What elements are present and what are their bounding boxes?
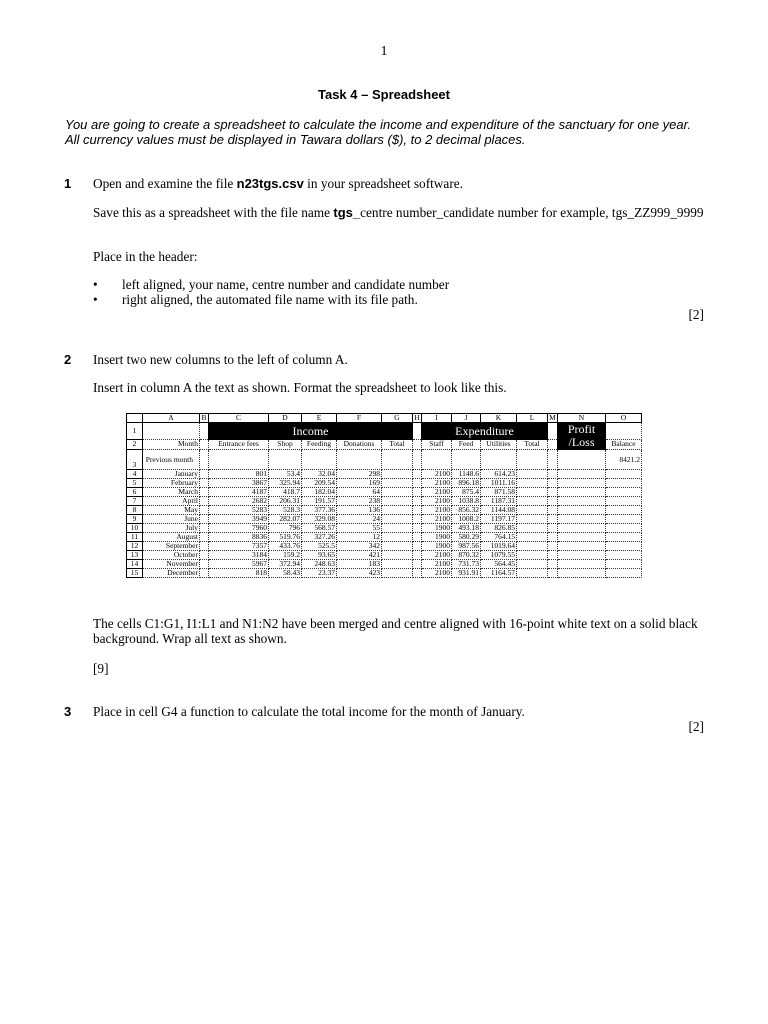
table-cell: 298 (337, 470, 382, 479)
col-letter: K (481, 414, 517, 423)
table-cell: February (143, 479, 200, 488)
table-cell: 519.76 (269, 533, 302, 542)
table-cell: January (143, 470, 200, 479)
table-cell: 2100 (422, 551, 452, 560)
table-cell: 182.04 (302, 488, 337, 497)
table-cell (413, 470, 422, 479)
table-cell (606, 524, 642, 533)
row-number: 9 (127, 515, 143, 524)
table-cell: 8836 (209, 533, 269, 542)
table-cell: 796 (269, 524, 302, 533)
table-cell: 423 (337, 569, 382, 578)
table-row (127, 542, 642, 551)
table-cell: 3867 (209, 479, 269, 488)
table-cell: 1144.08 (481, 506, 517, 515)
table-cell (548, 506, 558, 515)
table-cell (606, 506, 642, 515)
table-cell: December (143, 569, 200, 578)
prev-month-label: Previous month (143, 450, 200, 470)
table-cell (200, 551, 209, 560)
table-cell: 1164.57 (481, 569, 517, 578)
table-cell (200, 497, 209, 506)
table-cell: September (143, 542, 200, 551)
col-letter: C (209, 414, 269, 423)
row-number: 8 (127, 506, 143, 515)
row-number: 14 (127, 560, 143, 569)
task-title: Task 4 – Spreadsheet (318, 87, 450, 102)
q3-marks: [2] (688, 719, 704, 734)
col-letter: M (549, 413, 556, 422)
table-cell: 1008.2 (452, 515, 481, 524)
table-cell: 23.37 (302, 569, 337, 578)
table-cell: 568.57 (302, 524, 337, 533)
table-cell (517, 551, 548, 560)
table-cell: 325.94 (269, 479, 302, 488)
table-cell: July (143, 524, 200, 533)
table-cell (606, 533, 642, 542)
table-row (127, 560, 642, 569)
shop-header: Shop (269, 439, 302, 449)
q1-number: 1 (64, 176, 72, 191)
table-cell (382, 533, 413, 542)
table-cell: March (143, 488, 200, 497)
table-cell (517, 506, 548, 515)
table-cell: 1148.6 (452, 470, 481, 479)
table-cell: 2100 (422, 479, 452, 488)
feed-header: Feed (452, 439, 481, 449)
table-cell (558, 533, 606, 542)
table-cell: 377.36 (302, 506, 337, 515)
table-row (127, 506, 642, 515)
table-cell (548, 569, 558, 578)
table-cell: 169 (337, 479, 382, 488)
table-cell: 2100 (422, 506, 452, 515)
table-cell: 525.5 (302, 542, 337, 551)
table-cell (200, 524, 209, 533)
row-number: 1 (127, 423, 143, 440)
table-cell: November (143, 560, 200, 569)
table-cell (606, 542, 642, 551)
table-cell (517, 560, 548, 569)
table-cell (517, 497, 548, 506)
table-cell: 1197.17 (481, 515, 517, 524)
table-cell (382, 542, 413, 551)
table-cell (517, 569, 548, 578)
row-number: 4 (127, 470, 143, 479)
table-cell (548, 533, 558, 542)
table-cell (558, 524, 606, 533)
table-cell: 580.29 (452, 533, 481, 542)
q1-bullets (93, 277, 653, 307)
table-cell: 1038.8 (452, 497, 481, 506)
table-cell (558, 560, 606, 569)
table-row (127, 524, 642, 533)
table-cell (517, 488, 548, 497)
table-cell (606, 470, 642, 479)
table-row (127, 569, 642, 578)
table-cell: 1900 (422, 533, 452, 542)
prev-balance: 8421.2 (606, 450, 642, 470)
table-cell: 870.32 (452, 551, 481, 560)
table-cell (413, 497, 422, 506)
table-cell: 418.7 (269, 488, 302, 497)
table-cell: 493.18 (452, 524, 481, 533)
q3-text: Place in cell G4 a function to calculate the total income for the month of January. (93, 704, 525, 719)
table-cell: 3949 (209, 515, 269, 524)
table-cell: 564.45 (481, 560, 517, 569)
table-cell: 731.73 (452, 560, 481, 569)
total2-header: Total (517, 439, 548, 449)
table-cell (413, 506, 422, 515)
table-cell (382, 524, 413, 533)
table-cell: 421 (337, 551, 382, 560)
corner-cell (127, 414, 143, 423)
table-cell: 64 (337, 488, 382, 497)
table-cell: 856.32 (452, 506, 481, 515)
table-cell (382, 551, 413, 560)
table-cell: 2100 (422, 515, 452, 524)
col-letter: D (269, 414, 302, 423)
table-cell (548, 524, 558, 533)
table-cell (413, 515, 422, 524)
col-letter: H (414, 413, 420, 422)
profit-loss-header: Profit /Loss (558, 423, 606, 450)
table-cell: 5967 (209, 560, 269, 569)
col-letter: O (606, 414, 642, 423)
table-cell (548, 560, 558, 569)
col-letter: F (337, 414, 382, 423)
table-cell (413, 542, 422, 551)
table-cell: 248.63 (302, 560, 337, 569)
table-cell (548, 542, 558, 551)
col-letter: I (422, 414, 452, 423)
page-number: 1 (380, 44, 388, 59)
table-cell (517, 542, 548, 551)
q1-header-intro: Place in the header: (93, 249, 198, 264)
col-letter: E (302, 414, 337, 423)
table-cell: 1011.16 (481, 479, 517, 488)
table-cell (200, 533, 209, 542)
table-cell: 342 (337, 542, 382, 551)
total-header: Total (382, 439, 413, 449)
table-cell: 7960 (209, 524, 269, 533)
table-cell: 4187 (209, 488, 269, 497)
q2-line1: Insert two new columns to the left of column A. (93, 352, 348, 367)
table-cell: October (143, 551, 200, 560)
balance-header: Balance (606, 439, 642, 449)
table-row (127, 479, 642, 488)
table-cell: 53.4 (269, 470, 302, 479)
row-number: 6 (127, 488, 143, 497)
table-cell (413, 551, 422, 560)
table-cell (382, 488, 413, 497)
table-cell (517, 479, 548, 488)
table-cell: 1019.64 (481, 542, 517, 551)
col-letter: L (517, 414, 548, 423)
table-cell: 2100 (422, 497, 452, 506)
table-row (127, 488, 642, 497)
table-cell (200, 515, 209, 524)
table-cell (606, 479, 642, 488)
table-cell: June (143, 515, 200, 524)
table-cell: 282.07 (269, 515, 302, 524)
table-cell: 2100 (422, 470, 452, 479)
table-cell: 801 (209, 470, 269, 479)
table-cell (413, 569, 422, 578)
table-cell (200, 488, 209, 497)
table-cell: 238 (337, 497, 382, 506)
table-cell (413, 533, 422, 542)
list-item: • left aligned, your name, centre number and candidate number (93, 277, 450, 292)
table-cell (413, 560, 422, 569)
table-row (127, 515, 642, 524)
row-number: 13 (127, 551, 143, 560)
table-cell (517, 515, 548, 524)
income-header: Income (209, 423, 413, 440)
table-cell (548, 488, 558, 497)
row-number: 12 (127, 542, 143, 551)
table-cell: 372.94 (269, 560, 302, 569)
row-number: 7 (127, 497, 143, 506)
col-letter: J (452, 414, 481, 423)
table-cell (548, 497, 558, 506)
entrance-header: Entrance fees (209, 439, 269, 449)
table-cell (382, 470, 413, 479)
table-cell (382, 515, 413, 524)
table-cell: 136 (337, 506, 382, 515)
table-cell (382, 497, 413, 506)
table-cell (548, 470, 558, 479)
table-cell (413, 524, 422, 533)
table-cell: 1900 (422, 542, 452, 551)
table-cell (382, 506, 413, 515)
table-cell: 2100 (422, 569, 452, 578)
table-cell (558, 470, 606, 479)
col-letter: N (558, 414, 606, 423)
donations-header: Donations (337, 439, 382, 449)
row-number: 2 (127, 439, 143, 449)
q2-number: 2 (64, 352, 72, 367)
table-cell: 2682 (209, 497, 269, 506)
table-cell: 58.43 (269, 569, 302, 578)
table-cell (558, 551, 606, 560)
table-cell (606, 497, 642, 506)
col-letter: A (143, 414, 200, 423)
table-cell (606, 551, 642, 560)
table-cell: 896.18 (452, 479, 481, 488)
table-cell (606, 488, 642, 497)
table-cell: 3184 (209, 551, 269, 560)
table-cell (558, 497, 606, 506)
table-cell (382, 479, 413, 488)
table-cell: 206.31 (269, 497, 302, 506)
q2-after: The cells C1:G1, I1:L1 and N1:N2 have been merged and centre aligned with 16-point white text on a solid black background. Wrap all text as shown. (93, 616, 698, 646)
table-cell: 329.08 (302, 515, 337, 524)
table-cell (200, 569, 209, 578)
table-cell (200, 470, 209, 479)
table-cell: April (143, 497, 200, 506)
table-cell: 871.58 (481, 488, 517, 497)
q2-line2: Insert in column A the text as shown. Format the spreadsheet to look like this. (93, 380, 507, 395)
table-cell: 183 (337, 560, 382, 569)
table-cell: 7357 (209, 542, 269, 551)
table-cell (606, 515, 642, 524)
table-cell (558, 515, 606, 524)
row-number: 11 (127, 533, 143, 542)
expenditure-header: Expenditure (422, 423, 548, 440)
table-cell: 209.54 (302, 479, 337, 488)
table-cell (517, 470, 548, 479)
table-cell (200, 506, 209, 515)
table-cell: 191.57 (302, 497, 337, 506)
table-cell (606, 560, 642, 569)
table-cell (558, 488, 606, 497)
intro-text: You are going to create a spreadsheet to calculate the income and expenditure of the sanctuary for one year. All currency values must be displayed in Tawara dollars ($), to 2 decimal places. (65, 117, 692, 147)
table-cell (558, 542, 606, 551)
table-cell: 159.2 (269, 551, 302, 560)
table-cell: 1900 (422, 524, 452, 533)
table-cell: 528.3 (269, 506, 302, 515)
table-cell (548, 551, 558, 560)
row-number: 15 (127, 569, 143, 578)
table-cell (382, 560, 413, 569)
table-cell (413, 479, 422, 488)
table-cell: 32.04 (302, 470, 337, 479)
spreadsheet-figure (126, 413, 642, 578)
table-cell: 1187.31 (481, 497, 517, 506)
table-cell: August (143, 533, 200, 542)
table-cell (200, 560, 209, 569)
table-cell: 764.15 (481, 533, 517, 542)
table-cell (558, 479, 606, 488)
q1-line2: Save this as a spreadsheet with the file name tgs_centre number_candidate number for example, tgs_ZZ999_9999 (93, 205, 704, 220)
table-cell: 2100 (422, 560, 452, 569)
table-cell (200, 479, 209, 488)
row-number: 5 (127, 479, 143, 488)
table-cell: 931.91 (452, 569, 481, 578)
feeding-header: Feeding (302, 439, 337, 449)
q3-number: 3 (64, 704, 72, 719)
table-cell: 24 (337, 515, 382, 524)
table-cell (558, 569, 606, 578)
table-cell (517, 524, 548, 533)
table-cell: 55 (337, 524, 382, 533)
table-cell: 826.85 (481, 524, 517, 533)
col-letter: B (201, 413, 207, 422)
table-cell: 93.65 (302, 551, 337, 560)
row-number: 3 (127, 450, 143, 470)
table-cell (517, 533, 548, 542)
table-cell: 2100 (422, 488, 452, 497)
col-letter: G (382, 414, 413, 423)
table-cell: 987.56 (452, 542, 481, 551)
table-cell (200, 542, 209, 551)
month-header: Month (143, 439, 200, 449)
list-item: • right aligned, the automated file name with its file path. (93, 292, 418, 307)
row-number: 10 (127, 524, 143, 533)
table-row (127, 470, 642, 479)
table-cell (382, 569, 413, 578)
staff-header: Staff (422, 439, 452, 449)
table-cell (606, 569, 642, 578)
table-cell (413, 488, 422, 497)
table-cell (548, 515, 558, 524)
q1-marks: [2] (688, 307, 704, 322)
table-row (127, 551, 642, 560)
table-cell: 875.4 (452, 488, 481, 497)
table-row (127, 497, 642, 506)
table-cell (558, 506, 606, 515)
table-cell: 614.23 (481, 470, 517, 479)
utilities-header: Utilities (481, 439, 517, 449)
table-cell (548, 479, 558, 488)
table-cell: 818 (209, 569, 269, 578)
table-cell: 12 (337, 533, 382, 542)
q1-line1: Open and examine the file n23tgs.csv in your spreadsheet software. (93, 176, 463, 191)
table-cell: 327.26 (302, 533, 337, 542)
table-cell: May (143, 506, 200, 515)
table-cell: 5283 (209, 506, 269, 515)
table-cell: 1079.55 (481, 551, 517, 560)
q2-marks: [9] (93, 661, 109, 676)
table-row (127, 533, 642, 542)
table-cell: 433.76 (269, 542, 302, 551)
